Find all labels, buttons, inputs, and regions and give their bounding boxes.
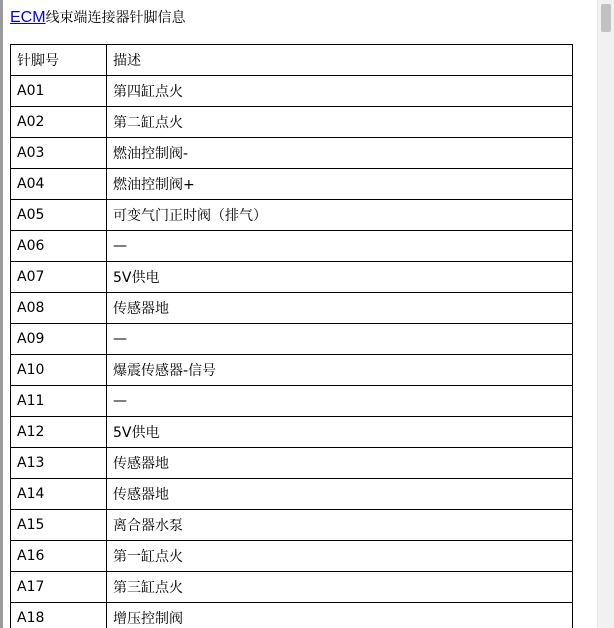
pin-description-cell: —: [107, 231, 573, 262]
pin-number-cell: A02: [11, 107, 107, 138]
pin-number-cell: A15: [11, 510, 107, 541]
pin-description-cell: 5V供电: [107, 417, 573, 448]
scrollbar-thumb[interactable]: [601, 4, 611, 32]
pin-description-cell: 第三缸点火: [107, 572, 573, 603]
table-row: [11, 138, 573, 169]
table-row: [11, 510, 573, 541]
pin-number-cell: A16: [11, 541, 107, 572]
pin-number-cell: A14: [11, 479, 107, 510]
pin-description-cell: 第二缸点火: [107, 107, 573, 138]
table-row: [11, 324, 573, 355]
pin-description-cell: 离合器水泵: [107, 510, 573, 541]
pin-description-cell: 第四缸点火: [107, 76, 573, 107]
pin-description-cell: 爆震传感器-信号: [107, 355, 573, 386]
table-row: [11, 479, 573, 510]
pin-description-cell: —: [107, 324, 573, 355]
table-row: [11, 231, 573, 262]
table-row: [11, 262, 573, 293]
pin-number-cell: A11: [11, 386, 107, 417]
pin-number-cell: A03: [11, 138, 107, 169]
document-content: [10, 0, 594, 627]
pin-description-cell: —: [107, 386, 573, 417]
pin-description-cell: 燃油控制阀+: [107, 169, 573, 200]
left-frame-border: [0, 0, 3, 628]
table-body: [11, 76, 573, 628]
table-header-row: [11, 45, 573, 76]
pin-number-cell: A18: [11, 603, 107, 628]
pin-description-cell: 传感器地: [107, 479, 573, 510]
pin-number-cell: A12: [11, 417, 107, 448]
ecm-link[interactable]: ECM: [10, 9, 46, 26]
table-row: [11, 76, 573, 107]
pin-number-cell: A01: [11, 76, 107, 107]
pin-description-cell: 可变气门正时阀（排气）: [107, 200, 573, 231]
table-row: [11, 169, 573, 200]
table-row: [11, 355, 573, 386]
pin-description-cell: 5V供电: [107, 262, 573, 293]
pin-info-table: [10, 44, 573, 628]
pin-description-cell: 第一缸点火: [107, 541, 573, 572]
table-row: [11, 603, 573, 628]
pin-description-cell: 燃油控制阀-: [107, 138, 573, 169]
vertical-scrollbar[interactable]: [597, 0, 614, 628]
table-row: [11, 386, 573, 417]
pin-number-cell: A05: [11, 200, 107, 231]
pin-description-cell: 增压控制阀: [107, 603, 573, 628]
pin-number-cell: A06: [11, 231, 107, 262]
table-row: [11, 448, 573, 479]
column-header-pin: 针脚号: [11, 45, 107, 76]
table-row: [11, 417, 573, 448]
pin-number-cell: A10: [11, 355, 107, 386]
pin-description-cell: 传感器地: [107, 448, 573, 479]
pin-number-cell: A04: [11, 169, 107, 200]
pin-number-cell: A09: [11, 324, 107, 355]
column-header-description: 描述: [107, 45, 573, 76]
pin-number-cell: A13: [11, 448, 107, 479]
table-row: [11, 293, 573, 324]
table-row: [11, 200, 573, 231]
table-row: [11, 541, 573, 572]
pin-number-cell: A07: [11, 262, 107, 293]
pin-number-cell: A17: [11, 572, 107, 603]
table-row: [11, 572, 573, 603]
page-heading: [10, 0, 594, 36]
table-row: [11, 107, 573, 138]
pin-description-cell: 传感器地: [107, 293, 573, 324]
pin-number-cell: A08: [11, 293, 107, 324]
heading-text: 线束端连接器针脚信息: [45, 10, 186, 26]
